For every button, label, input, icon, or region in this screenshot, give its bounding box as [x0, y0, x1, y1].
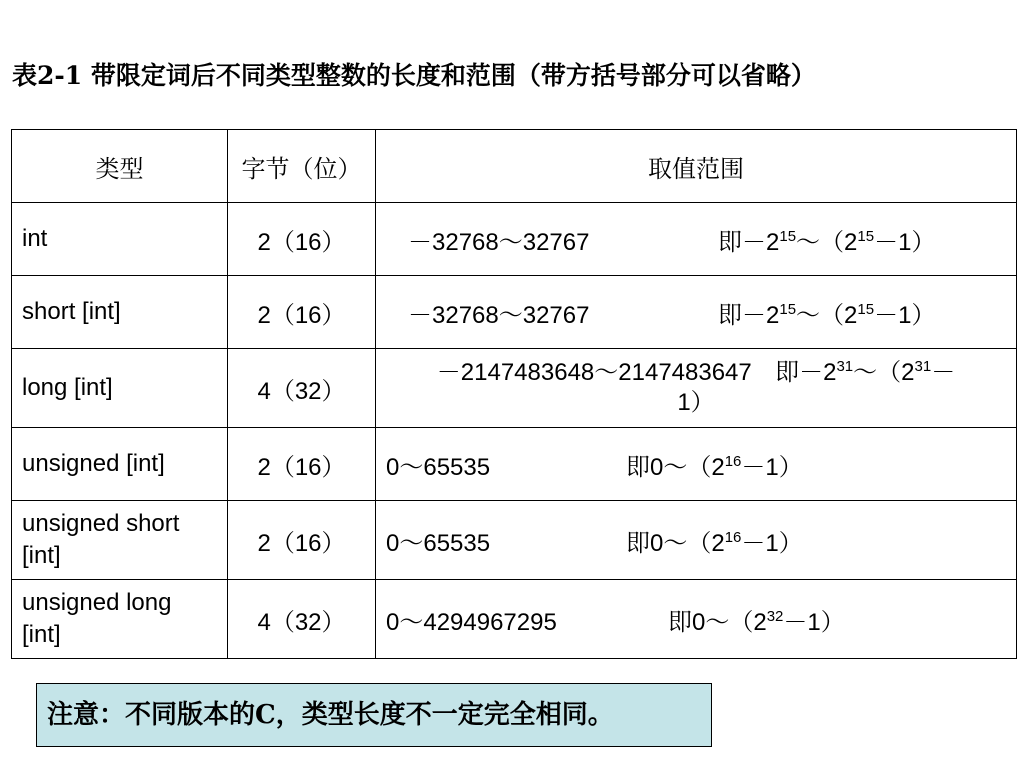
table-row [12, 428, 1017, 501]
note-text: 注意：不同版本的C，类型长度不一定完全相同。 [47, 700, 614, 730]
cell-range [376, 349, 1017, 428]
range-value: －32768～32767 [408, 228, 590, 256]
cell-range [376, 276, 1017, 349]
range-equivalent: 即$0\sim(2^{16}-1)$ [626, 528, 803, 557]
table-row [12, 349, 1017, 428]
table-title: 表2-1 带限定词后不同类型整数的长度和范围（带方括号部分可以省略） [12, 61, 816, 90]
cell-type: short [int] [12, 276, 228, 349]
range-equivalent: 即$-2^{31}\sim(2^{31}-$ [775, 358, 956, 386]
range-equivalent: 即$0\sim(2^{32}-1)$ [668, 607, 845, 636]
table-row [12, 203, 1017, 276]
table-row [12, 276, 1017, 349]
note-box [36, 683, 712, 747]
cell-bytes: 2（16） [228, 276, 376, 349]
cell-type: long [int] [12, 349, 228, 428]
cell-range [376, 428, 1017, 501]
cell-type: unsigned long [int] [12, 580, 228, 659]
cell-range [376, 501, 1017, 580]
cell-bytes: 4（32） [228, 349, 376, 428]
table-row [12, 580, 1017, 659]
cell-range [376, 203, 1017, 276]
cell-bytes: 2（16） [228, 428, 376, 501]
range-equivalent: 即$-2^{15}\sim(2^{15}-1)$ [718, 227, 936, 256]
header-type: 类型 [12, 130, 228, 203]
header-range: 取值范围 [376, 130, 1017, 203]
range-equivalent: 即$0\sim(2^{16}-1)$ [626, 452, 803, 481]
cell-bytes: 2（16） [228, 203, 376, 276]
range-equivalent-line2: 1） [677, 389, 715, 416]
cell-type: unsigned short [int] [12, 501, 228, 580]
cell-bytes: 2（16） [228, 501, 376, 580]
cell-type: unsigned [int] [12, 428, 228, 501]
table-header-row [12, 130, 1017, 203]
range-value: －2147483648～2147483647 [436, 359, 752, 386]
range-value: 0～65535 [386, 453, 491, 481]
table-row [12, 501, 1017, 580]
header-bytes: 字节（位） [228, 130, 376, 203]
range-value: 0～4294967295 [386, 608, 557, 636]
cell-bytes: 4（32） [228, 580, 376, 659]
integer-types-table [11, 129, 1017, 659]
range-value: －32768～32767 [408, 301, 590, 329]
cell-type: int [12, 203, 228, 276]
range-equivalent: 即$-2^{15}\sim(2^{15}-1)$ [718, 300, 936, 329]
range-value: 0～65535 [386, 529, 491, 557]
cell-range [376, 580, 1017, 659]
